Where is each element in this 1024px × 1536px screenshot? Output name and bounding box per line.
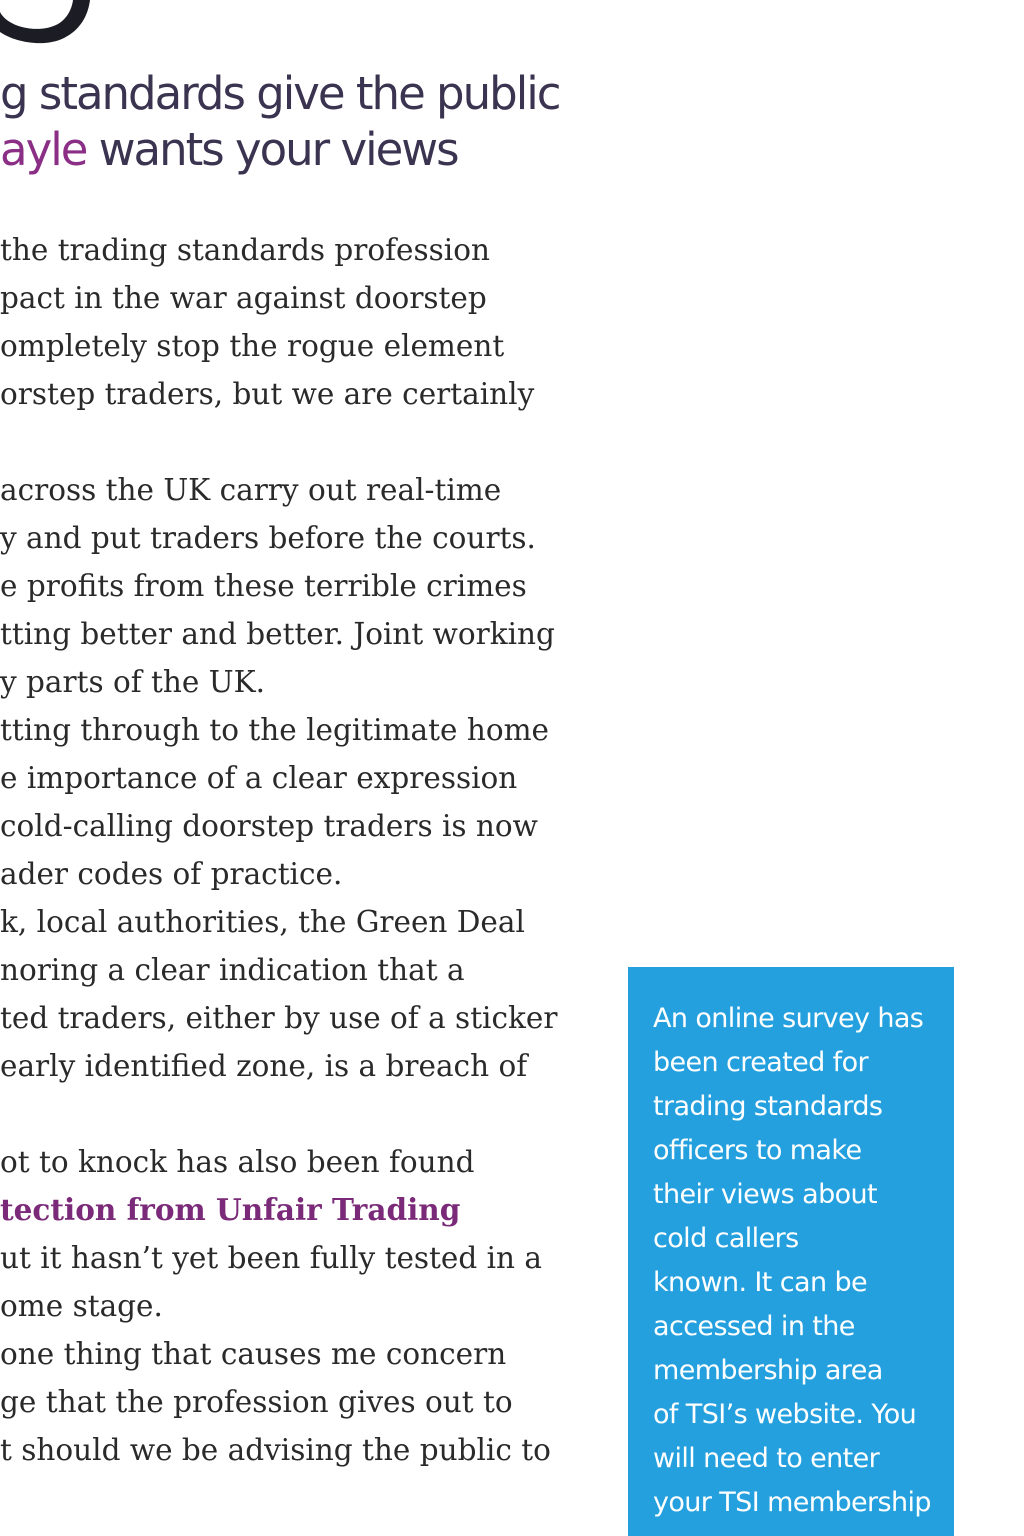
standfirst-line-2 xyxy=(0,122,559,178)
body-line: k, local authorities, the Green Deal xyxy=(0,905,525,939)
callout-line: their views about xyxy=(653,1179,878,1210)
body-line-blank xyxy=(0,1090,557,1138)
callout-text xyxy=(653,997,944,1525)
standfirst xyxy=(0,66,559,178)
body-line: ome stage. xyxy=(0,1289,163,1323)
article-body xyxy=(0,226,557,1474)
callout-line: membership area xyxy=(653,1355,883,1386)
body-line: ut it hasn’t yet been fully tested in a xyxy=(0,1241,543,1275)
body-line: ompletely stop the rogue element xyxy=(0,329,505,363)
body-line: y parts of the UK. xyxy=(0,665,266,699)
body-line: ge that the profession gives out to xyxy=(0,1385,513,1419)
body-line: ader codes of practice. xyxy=(0,857,343,891)
standfirst-line-1: g standards give the public xyxy=(0,67,560,120)
callout-line: officers to make xyxy=(653,1135,862,1166)
callout-line: been created for xyxy=(653,1047,869,1078)
survey-callout-box xyxy=(628,967,954,1536)
body-line: y and put traders before the courts. xyxy=(0,521,536,555)
body-line: across the UK carry out real-time xyxy=(0,473,502,507)
body-line: ted traders, either by use of a sticker xyxy=(0,1001,558,1035)
cpr-link-text[interactable]: tection from Unfair Trading xyxy=(0,1192,461,1227)
drop-glyph-fragment xyxy=(0,0,90,44)
callout-line: An online survey has xyxy=(653,1003,924,1034)
callout-line: known. It can be xyxy=(653,1267,867,1298)
body-line: t should we be advising the public to xyxy=(0,1433,551,1467)
callout-line: cold callers xyxy=(653,1223,799,1254)
callout-line: your TSI membership xyxy=(653,1487,931,1518)
callout-line: trading standards xyxy=(653,1091,883,1122)
body-line: pact in the war against doorstep xyxy=(0,281,487,315)
body-line: noring a clear indication that a xyxy=(0,953,465,987)
body-line: one thing that causes me concern xyxy=(0,1337,507,1371)
body-line: ot to knock has also been found xyxy=(0,1145,475,1179)
callout-line: of TSI’s website. You xyxy=(653,1399,917,1430)
body-line: tting better and better. Joint working xyxy=(0,617,555,651)
standfirst-accent-name: ayle xyxy=(0,123,87,176)
body-line: e profits from these terrible crimes xyxy=(0,569,527,603)
body-line: tting through to the legitimate home xyxy=(0,713,550,747)
body-line: cold-calling doorstep traders is now xyxy=(0,809,538,843)
callout-line: will need to enter xyxy=(653,1443,880,1474)
standfirst-line-2-rest: wants your views xyxy=(86,123,458,176)
body-line: the trading standards profession xyxy=(0,233,490,267)
body-line: e importance of a clear expression xyxy=(0,761,518,795)
body-line: early identified zone, is a breach of xyxy=(0,1049,528,1083)
callout-line: accessed in the xyxy=(653,1311,855,1342)
body-line: orstep traders, but we are certainly xyxy=(0,377,535,411)
body-line-blank xyxy=(0,418,557,466)
